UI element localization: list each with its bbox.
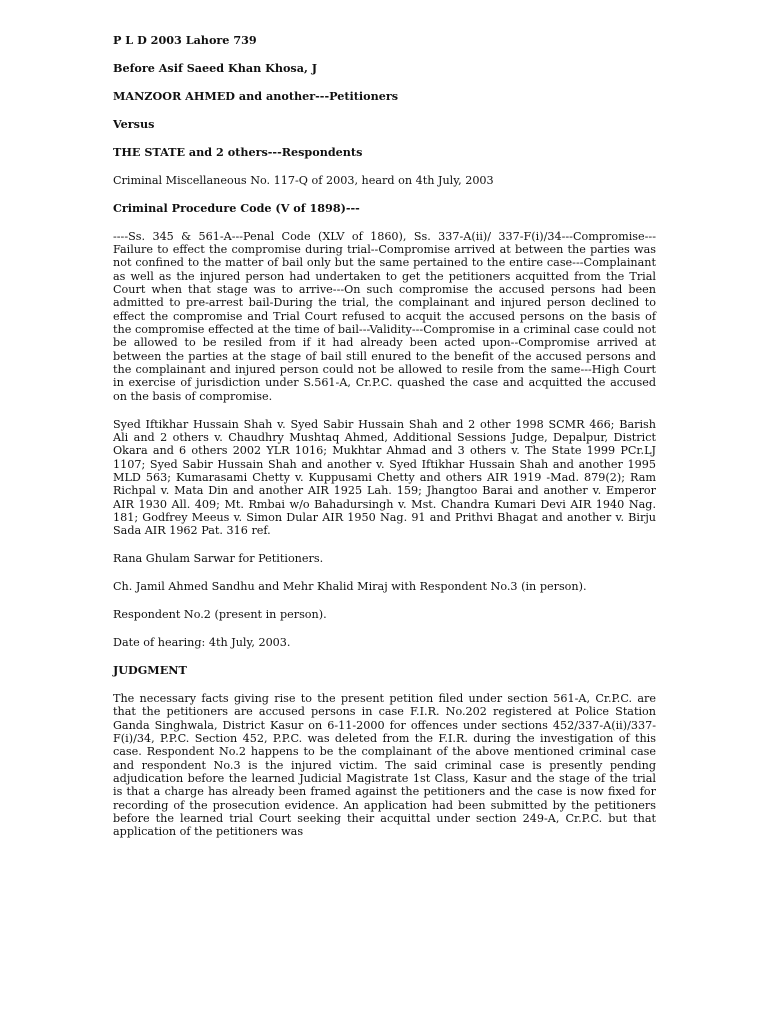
respondents: THE STATE and 2 others---Respondents — [113, 144, 363, 159]
bench: Before Asif Saeed Khan Khosa, J — [113, 60, 318, 75]
petitioners: MANZOOR AHMED and another---Petitioners — [113, 88, 399, 103]
judgment-heading: JUDGMENT — [113, 663, 187, 678]
counsel-respondents: Ch. Jamil Ahmed Sandhu and Mehr Khalid Miraj with Respondent No.3 (in person). — [113, 580, 587, 594]
statute-heading: Criminal Procedure Code (V of 1898)--- — [113, 200, 360, 215]
respondent-2: Respondent No.2 (present in person). — [113, 608, 327, 622]
judgment-paragraph: The necessary facts giving rise to the present petition filed under section 561-A, Cr.P.C. are that the petitioners are accused persons in case F.I.R. No.202 registered at Police Station Ganda Singhwala, District Kasur on 6-11-2000 for offences under sections 452/337-A(ii)/337-F(i)/34, P.P.C. Section 452, P.P.C. was deleted from the F.I.R. during the investigation of this case. Respondent No.2 happens to be the complainant of the above mentioned criminal case and respondent No.3 is the injured victim. The said criminal case is presently pending adjudication before the learned Judicial Magistrate 1st Class, Kasur and the stage of the trial is that a charge has already been framed against the petitioners and the case is now fixed for recording of the prosecution evidence. An application had been submitted by the petitioners before the learned trial Court seeking their acquittal under section 249-A, Cr.P.C. but that application of the petitioners was — [113, 692, 656, 839]
headnote-paragraph: ----Ss. 345 & 561-A---Penal Code (XLV of 1860), Ss. 337-A(ii)/ 337-F(i)/34---Compromise---Failure to effect the compromise during trial--Compromise arrived at between the parties was not confined to the matter of bail only but the same pertained to the entire case---Complainant as well as the injured person had undertaken to get the petitioners acquitted from the Trial Court when that stage was to arrive---On such compromise the accused persons had been admitted to pre-arrest bail-During the trial, the complainant and injured person declined to effect the compromise and Trial Court refused to acquit the accused persons on the basis of the compromise effected at the time of bail---Validity---Compromise in a criminal case could not be allowed to be resiled from if it had already been acted upon--Compromise arrived at between the parties at the stage of bail still enured to the benefit of the accused persons and the complainant and injured person could not be allowed to resile from the same---High Court in exercise of jurisdiction under S.561-A, Cr.P.C. quashed the case and acquitted the accused on the basis of compromise. — [113, 229, 656, 403]
judgment-document — [113, 34, 656, 839]
cases-cited-paragraph: Syed Iftikhar Hussain Shah v. Syed Sabir Hussain Shah and 2 other 1998 SCMR 466; Barish Ali and 2 others v. Chaudhry Mushtaq Ahmed, Additional Sessions Judge, Depalpur, District Okara and 6 others 2002 YLR 1016; Mukhtar Ahmad and 3 others v. The State 1999 PCr.LJ 1107; Syed Sabir Hussain Shah and another v. Syed Iftikhar Hussain Shah and another 1995 MLD 563; Kumarasami Chetty v. Kuppusami Chetty and others AIR 1919 -Mad. 879(2); Ram Richpal v. Mata Din and another AIR 1925 Lah. 159; Jhangtoo Barai and another v. Emperor AIR 1930 All. 409; Mt. Rmbai w/o Bahadursingh v. Mst. Chandra Kumari Devi AIR 1940 Nag. 181; Godfrey Meeus v. Simon Dular AIR 1950 Nag. 91 and Prithvi Bhagat and another v. Birju Sada AIR 1962 Pat. 316 ref. — [113, 417, 656, 538]
counsel-petitioners: Rana Ghulam Sarwar for Petitioners. — [113, 552, 324, 566]
versus: Versus — [113, 116, 155, 131]
citation: P L D 2003 Lahore 739 — [113, 33, 257, 47]
hearing-date: Date of hearing: 4th July, 2003. — [113, 636, 291, 650]
case-info: Criminal Miscellaneous No. 117-Q of 2003, heard on 4th July, 2003 — [113, 173, 494, 187]
